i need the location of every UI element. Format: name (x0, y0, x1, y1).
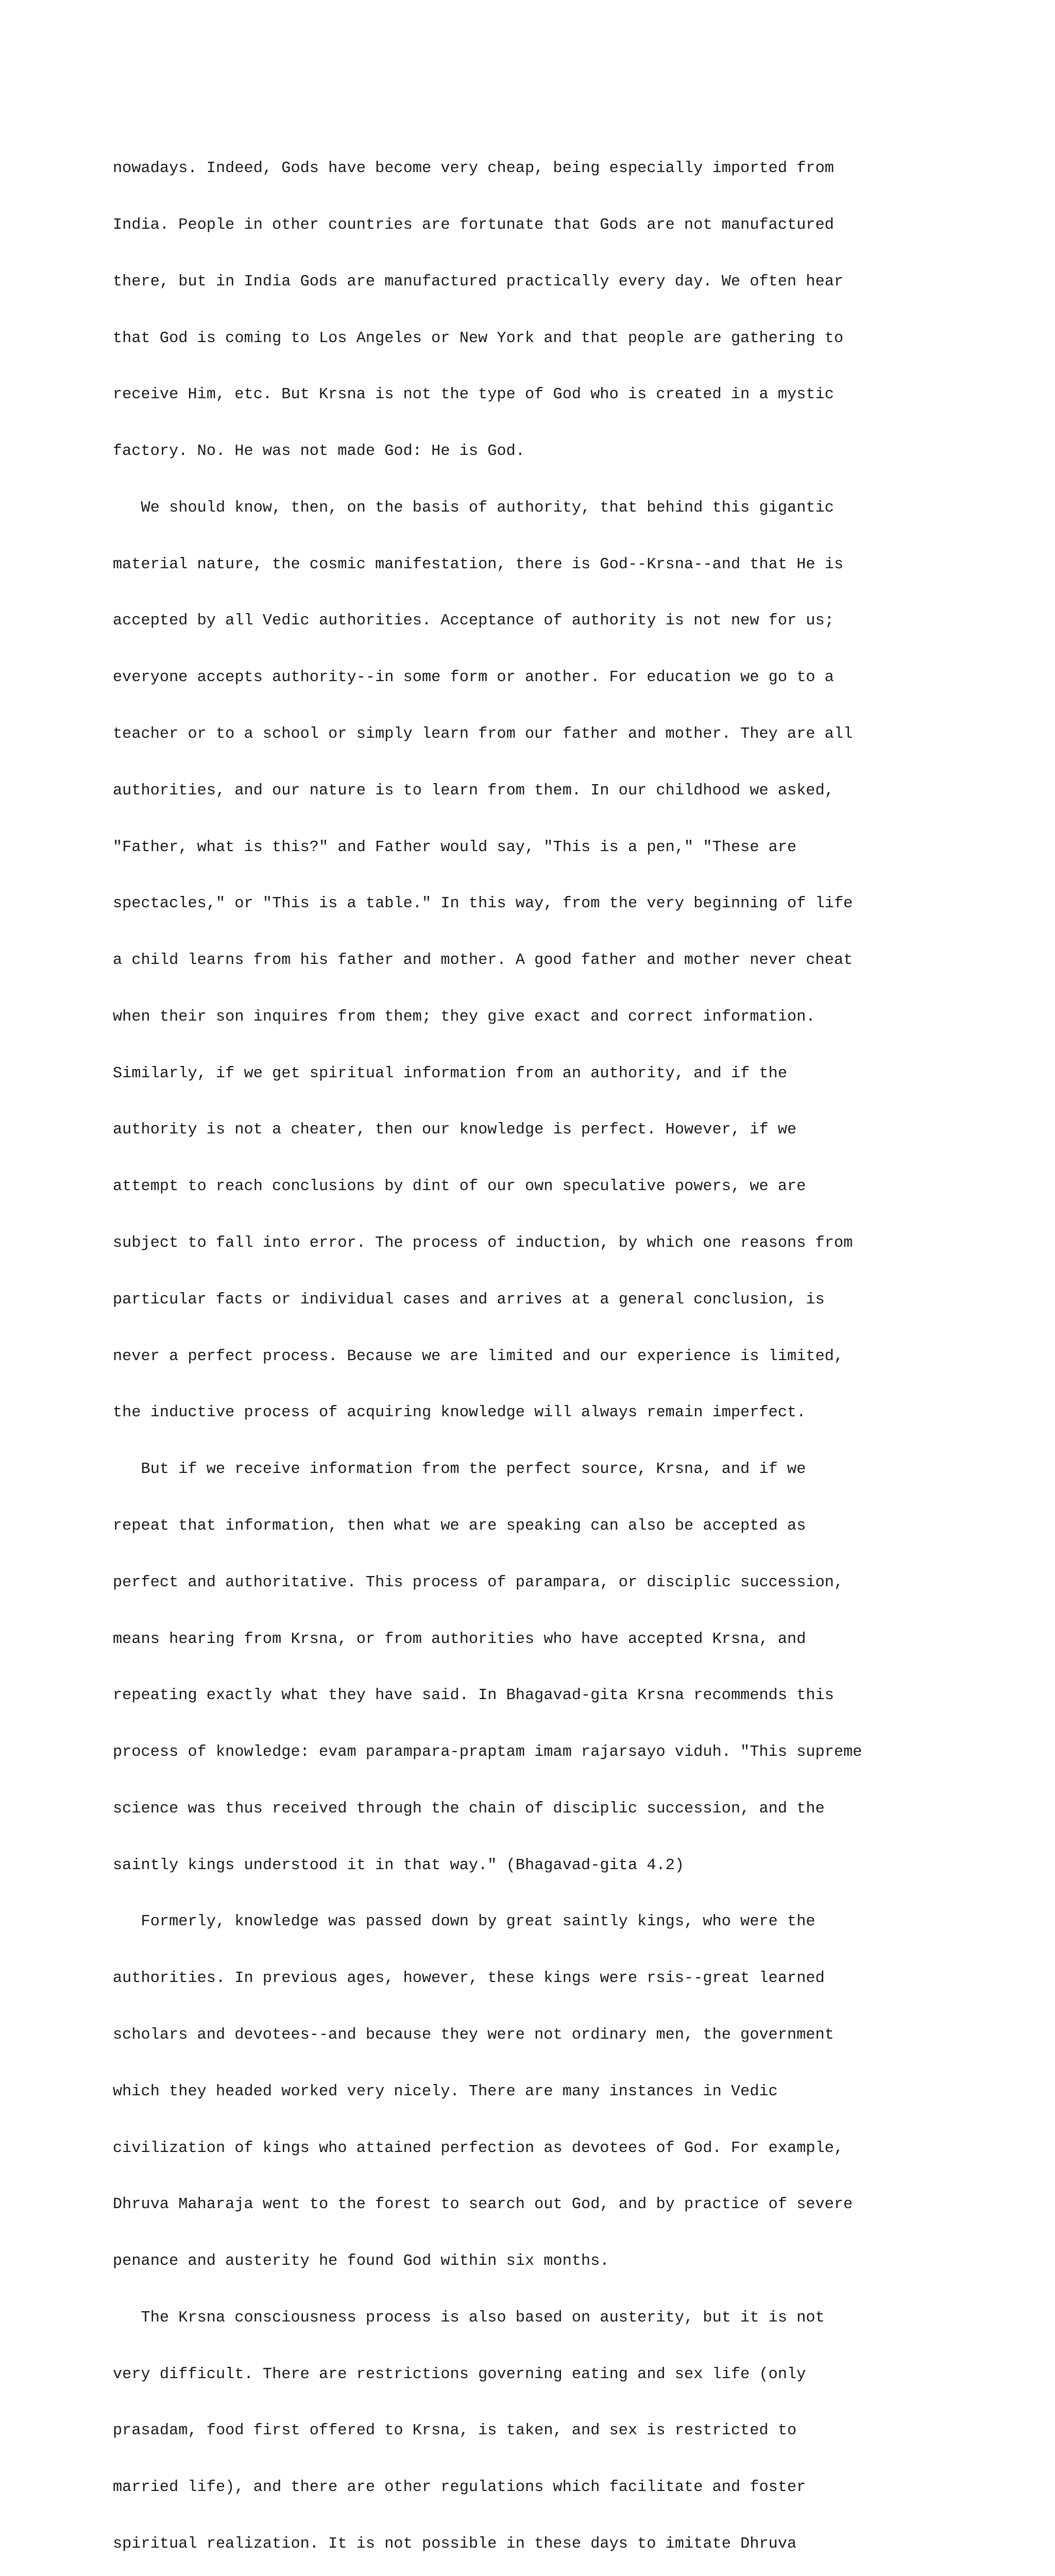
text-line: Formerly, knowledge was passed down by great saintly kings, who were the (113, 1913, 815, 1931)
text-line: authority is not a cheater, then our knowledge is perfect. However, if we (113, 1121, 797, 1139)
text-line: married life), and there are other regulations which facilitate and foster (113, 2479, 806, 2497)
text-line: when their son inquires from them; they give exact and correct information. (113, 1008, 815, 1026)
text-line: everyone accepts authority--in some form or another. For education we go to a (113, 669, 834, 687)
text-line: never a perfect process. Because we are limited and our experience is limited, (113, 1347, 844, 1365)
text-line: that God is coming to Los Angeles or New York and that people are gathering to (113, 329, 844, 347)
text-line: subject to fall into error. The process of induction, by which one reasons from (113, 1234, 853, 1252)
text-line: authorities, and our nature is to learn from them. In our childhood we asked, (113, 782, 834, 800)
text-line: But if we receive information from the perfect source, Krsna, and if we (113, 1461, 806, 1479)
text-line: factory. No. He was not made God: He is God. (113, 443, 525, 461)
text-line: the inductive process of acquiring knowledge will always remain imperfect. (113, 1404, 806, 1422)
text-line: particular facts or individual cases and arrives at a general conclusion, is (113, 1291, 825, 1309)
text-line: material nature, the cosmic manifestation, there is God--Krsna--and that He is (113, 555, 844, 573)
text-line: attempt to reach conclusions by dint of our own speculative powers, we are (113, 1178, 806, 1196)
text-line: civilization of kings who attained perfection as devotees of God. For example, (113, 2139, 844, 2157)
text-line: scholars and devotees--and because they were not ordinary men, the government (113, 2026, 834, 2044)
text-line: Dhruva Maharaja went to the forest to search out God, and by practice of severe (113, 2196, 853, 2214)
text-line: repeating exactly what they have said. In Bhagavad-gita Krsna recommends this (113, 1687, 834, 1705)
text-line: receive Him, etc. But Krsna is not the type of God who is created in a mystic (113, 386, 834, 404)
text-line: process of knowledge: evam parampara-praptam imam rajarsayo viduh. "This supreme (113, 1743, 862, 1761)
text-line: We should know, then, on the basis of authority, that behind this gigantic (113, 499, 834, 517)
text-line: prasadam, food first offered to Krsna, is taken, and sex is restricted to (113, 2422, 797, 2440)
text-line: very difficult. There are restrictions governing eating and sex life (only (113, 2365, 806, 2383)
text-line: means hearing from Krsna, or from authorities who have accepted Krsna, and (113, 1630, 806, 1648)
body-text (113, 122, 1040, 2576)
text-line: repeat that information, then what we are speaking can also be accepted as (113, 1517, 806, 1535)
text-line: perfect and authoritative. This process of parampara, or disciplic succession, (113, 1573, 844, 1591)
text-line: science was thus received through the chain of disciplic succession, and the (113, 1800, 825, 1818)
text-line: authorities. In previous ages, however, these kings were rsis--great learned (113, 1970, 825, 1988)
text-line: accepted by all Vedic authorities. Acceptance of authority is not new for us; (113, 612, 834, 630)
text-line: which they headed worked very nicely. There are many instances in Vedic (113, 2082, 778, 2100)
text-line: there, but in India Gods are manufactured practically every day. We often hear (113, 273, 844, 291)
text-line: a child learns from his father and mother. A good father and mother never cheat (113, 952, 853, 970)
text-line: nowadays. Indeed, Gods have become very cheap, being especially imported from (113, 160, 834, 178)
text-line: The Krsna consciousness process is also based on austerity, but it is not (113, 2309, 825, 2327)
text-line: spiritual realization. It is not possible in these days to imitate Dhruva (113, 2535, 797, 2553)
text-line: penance and austerity he found God within six months. (113, 2252, 609, 2270)
text-line: spectacles," or "This is a table." In this way, from the very beginning of life (113, 895, 853, 913)
text-line: "Father, what is this?" and Father would say, "This is a pen," "These are (113, 838, 797, 856)
text-line: teacher or to a school or simply learn from our father and mother. They are all (113, 725, 853, 743)
text-line: India. People in other countries are fortunate that Gods are not manufactured (113, 216, 834, 234)
text-line: saintly kings understood it in that way." (Bhagavad-gita 4.2) (113, 1856, 685, 1874)
text-line: Similarly, if we get spiritual information from an authority, and if the (113, 1064, 788, 1082)
